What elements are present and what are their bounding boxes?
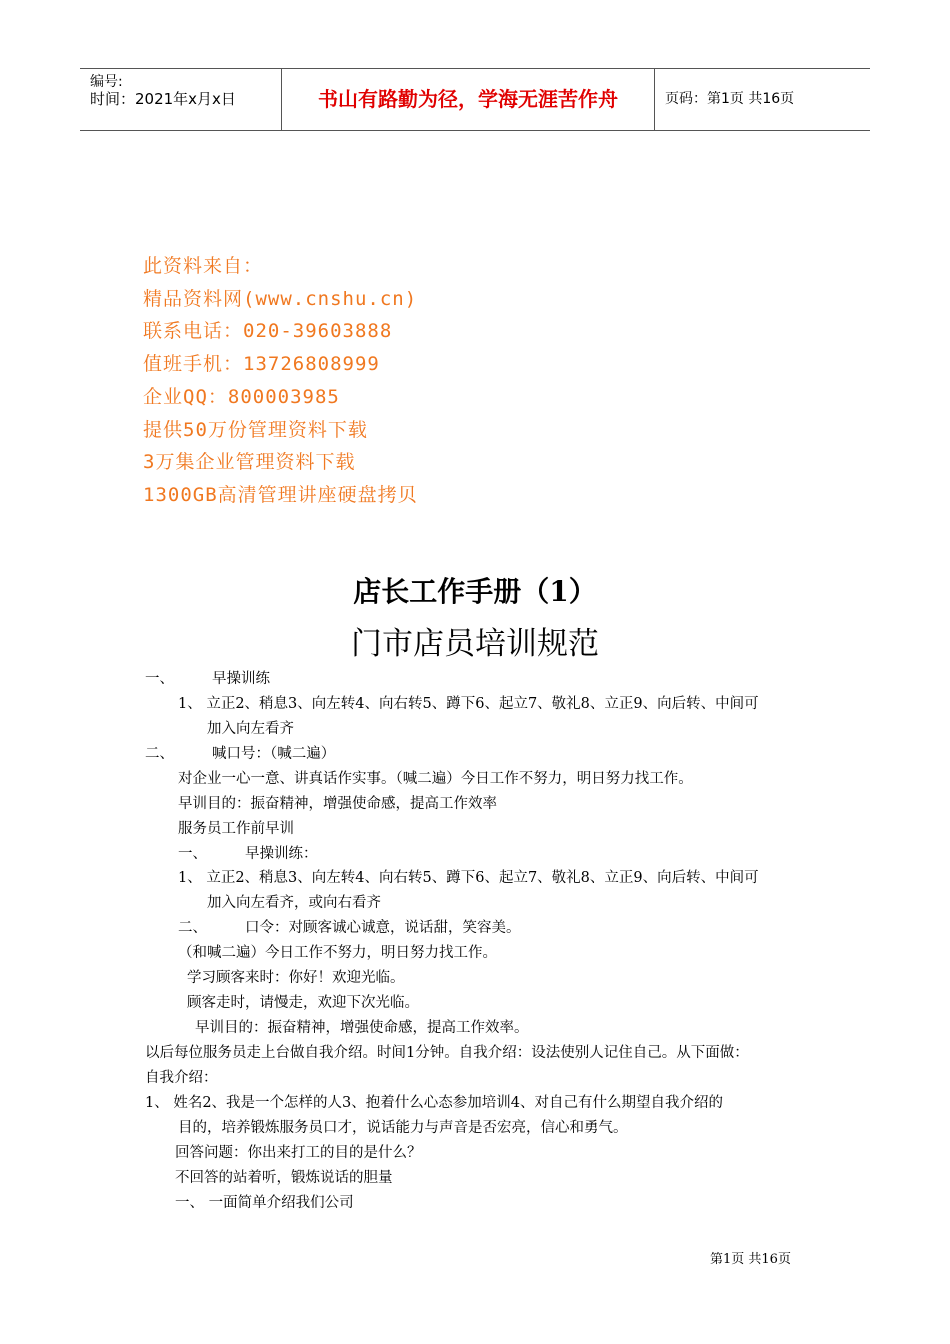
body-line: 学习顾客来时：你好！欢迎光临。 bbox=[187, 970, 405, 986]
body-line: 不回答的站着听，锻炼说话的胆量 bbox=[175, 1170, 393, 1186]
document-subtitle: 门市店员培训规范 bbox=[351, 626, 599, 662]
section-heading: 口令：对顾客诚心诚意，说话甜，笑容美。 bbox=[245, 920, 521, 936]
number-label: 编号: bbox=[90, 74, 123, 90]
body-line: 1、 姓名2、我是一个怎样的人3、抱着什么心态参加培训4、对自己有什么期望自我介绍的 bbox=[145, 1095, 724, 1111]
body-line: 加入向左看齐，或向右看齐 bbox=[207, 895, 381, 911]
body-line: 以后每位服务员走上台做自我介绍。时间1分钟。自我介绍：设法使别人记住自己。从下面做： bbox=[145, 1045, 749, 1061]
section-number: 二、 bbox=[145, 746, 174, 762]
body-line: （和喊二遍）今日工作不努力，明日努力找工作。 bbox=[178, 945, 497, 961]
section-number: 二、 bbox=[178, 920, 207, 936]
body-line: 回答问题：你出来打工的目的是什么？ bbox=[175, 1145, 422, 1161]
body-line: 对企业一心一意、讲真话作实事。（喊二遍）今日工作不努力，明日努力找工作。 bbox=[178, 771, 693, 787]
promo-line: 1300GB高清管理讲座硬盘拷贝 bbox=[143, 483, 418, 506]
promo-line: 联系电话：020-39603888 bbox=[143, 320, 393, 343]
header-motto: 书山有路勤为径，学海无涯苦作舟 bbox=[282, 69, 655, 130]
section-heading: 喊口号：（喊二遍） bbox=[212, 746, 336, 762]
body-line: 1、 立正2、稍息3、向左转4、向右转5、蹲下6、起立7、敬礼8、立正9、向后转、中间可 bbox=[178, 696, 759, 712]
section-heading: 早操训练： bbox=[245, 846, 318, 862]
header-page-info: 页码：第1页 共16页 bbox=[665, 91, 795, 107]
page-footer: 第1页 共16页 bbox=[710, 1252, 791, 1267]
promo-line: 值班手机：13726808999 bbox=[143, 353, 380, 376]
promo-line: 3万集企业管理资料下载 bbox=[143, 451, 356, 474]
promo-line: 此资料来自： bbox=[143, 255, 264, 277]
section-heading: 早操训练 bbox=[212, 671, 270, 687]
body-line: 1、 立正2、稍息3、向左转4、向右转5、蹲下6、起立7、敬礼8、立正9、向后转、中间可 bbox=[178, 870, 759, 886]
promo-line: 精品资料网(www.cnshu.cn) bbox=[143, 287, 418, 310]
document-title: 店长工作手册（1） bbox=[353, 575, 597, 608]
promo-line: 提供50万份管理资料下载 bbox=[143, 418, 368, 441]
body-line: 加入向左看齐 bbox=[207, 721, 294, 737]
body-line: 自我介绍： bbox=[145, 1070, 218, 1086]
time-label: 时间：2021年x月x日 bbox=[90, 90, 236, 108]
body-line: 顾客走时，请慢走，欢迎下次光临。 bbox=[187, 995, 419, 1011]
body-line: 一、 一面简单介绍我们公司 bbox=[175, 1195, 354, 1211]
body-line: 目的，培养锻炼服务员口才，说话能力与声音是否宏亮，信心和勇气。 bbox=[178, 1120, 628, 1136]
body-line: 服务员工作前早训 bbox=[178, 821, 294, 837]
promo-line: 企业QQ：800003985 bbox=[143, 385, 340, 408]
body-line: 早训目的：振奋精神，增强使命感，提高工作效率。 bbox=[195, 1020, 529, 1036]
section-number: 一、 bbox=[145, 671, 174, 687]
body-line: 早训目的：振奋精神，增强使命感，提高工作效率 bbox=[178, 796, 497, 812]
section-number: 一、 bbox=[178, 846, 207, 862]
